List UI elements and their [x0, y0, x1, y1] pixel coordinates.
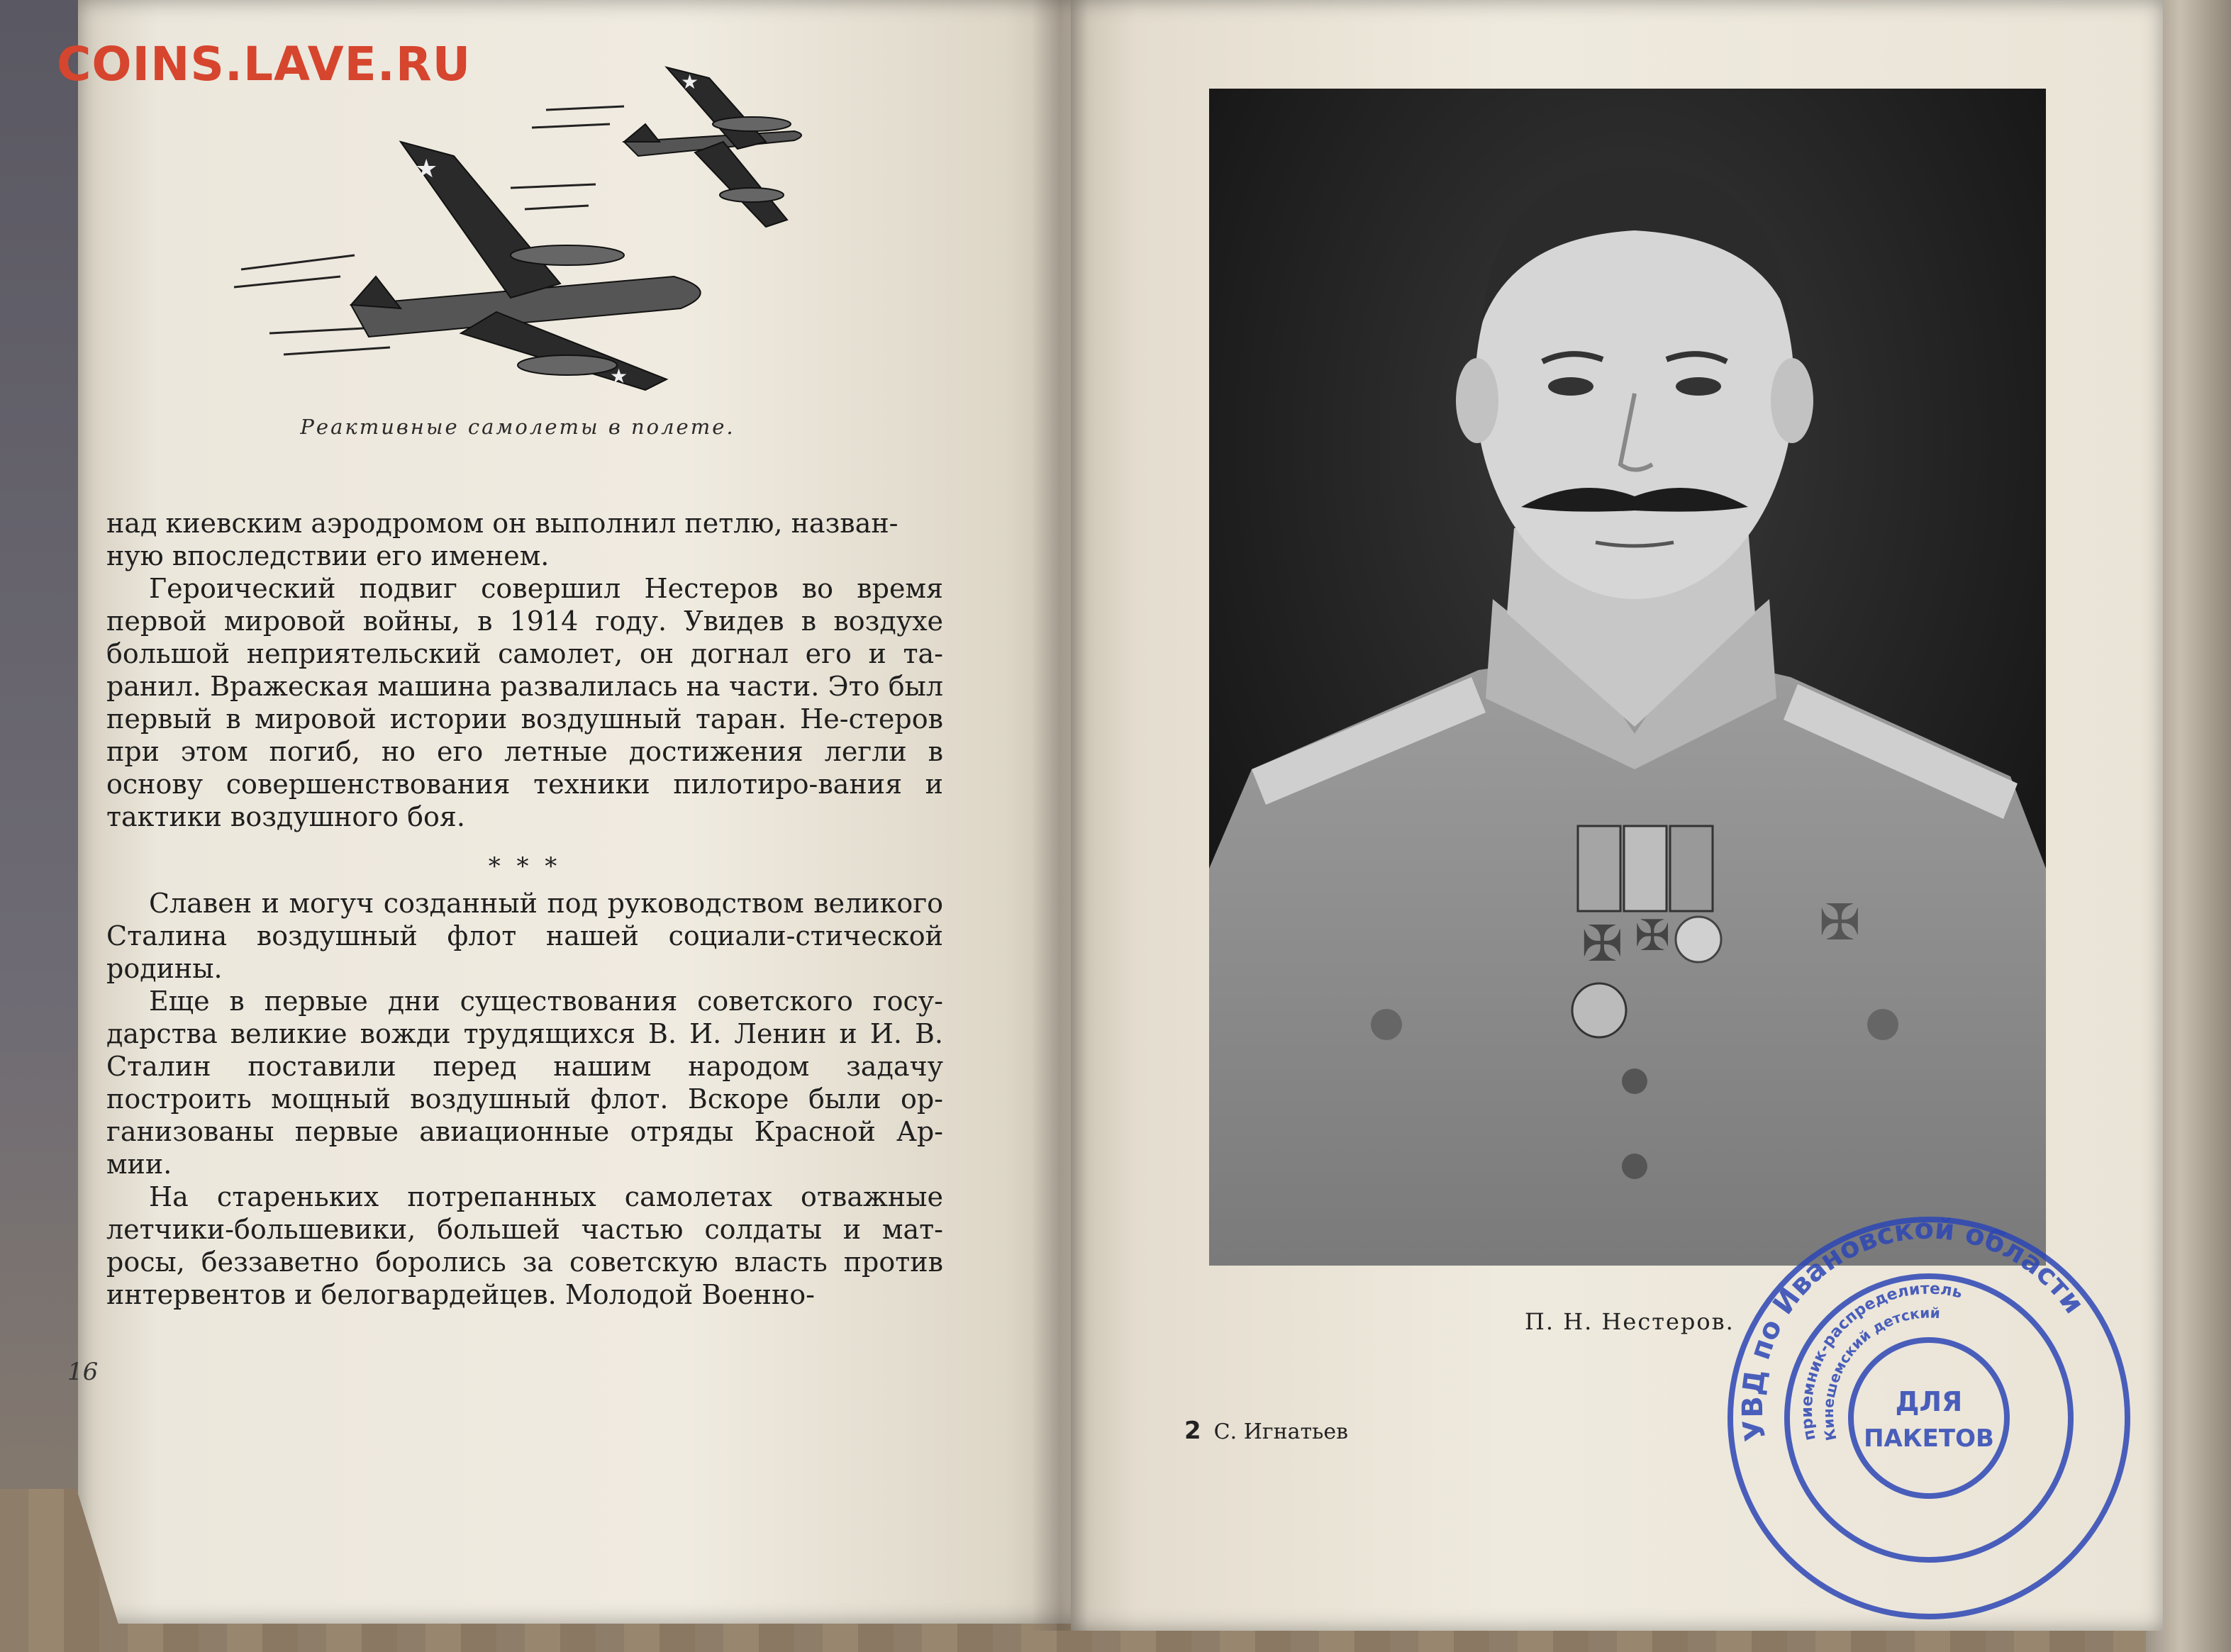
- signature-line: [1184, 1417, 1348, 1445]
- svg-text:★: ★: [415, 155, 438, 184]
- stamp-center-2: ПАКЕТОВ: [1864, 1424, 1994, 1453]
- stamp-center-1: ДЛЯ: [1895, 1386, 1963, 1417]
- portrait-photo: [1209, 89, 2046, 1266]
- illustration-caption: Реактивные самолеты в полете.: [300, 415, 735, 439]
- svg-text:✠: ✠: [1819, 893, 1861, 951]
- section-separator: * * *: [488, 852, 562, 881]
- paragraph-feat: Героический подвиг совершил Нестеров во время первой мировой войны, в 1914 году. Увидев в воздухе большой неприятельский самолет, он догнал его и та-ранил. Вражеская машина развалилась на части. Это был первый в мировой истории воздушный таран. Не-стеров при этом погиб, но его летные достижения легли в основу совершенствования техники пилотиро-вания и тактики воздушного боя.: [106, 573, 943, 832]
- text-line: над киевским аэродромом он выполнил петлю, назван-: [106, 508, 898, 539]
- page-number: 16: [67, 1358, 99, 1386]
- upper-jet: [624, 67, 801, 227]
- signature-author: С. Игнатьев: [1213, 1419, 1349, 1444]
- library-stamp: [1716, 1205, 2142, 1631]
- watermark: COINS.LAVE.RU: [57, 37, 472, 91]
- stamp-outer-text: УВД по Ивановской области: [1736, 1212, 2091, 1444]
- stamp-inner-text: приемник-распределитель: [1798, 1280, 1964, 1442]
- portrait-caption: П. Н. Нестеров.: [1525, 1308, 1735, 1335]
- svg-text:★: ★: [681, 70, 699, 94]
- paragraph-fleet: Славен и могуч созданный под руководством великого Сталина воздушный флот нашей социали-стической родины.: [106, 888, 943, 984]
- jet-planes-illustration: [227, 35, 922, 404]
- svg-text:★: ★: [610, 364, 628, 388]
- svg-text:✠: ✠: [1581, 915, 1623, 973]
- left-page-body: [106, 507, 943, 1311]
- portrait-drawing: [1209, 89, 2046, 1266]
- book-gutter: [1032, 0, 1089, 1631]
- signature-number: 2: [1184, 1417, 1201, 1445]
- paragraph-pilots: На стареньких потрепанных самолетах отважные летчики-большевики, большей частью солдаты и мат-росы, беззаветно боролись за советскую власть против интервентов и белогвардейцев. Молодой Военно-: [106, 1181, 943, 1310]
- paragraph-early-days: Еще в первые дни существования советского госу-дарства великие вожди трудящихся В. И. Ленин и И. В. Сталин поставили перед нашим народом задачу построить мощный воздушный флот. Вскоре были ор-ганизованы первые авиационные отряды Красной Ар-мии.: [106, 986, 943, 1180]
- lower-jet: [351, 142, 701, 390]
- text-line: ную впоследствии его именем.: [106, 540, 550, 571]
- svg-text:✠: ✠: [1635, 911, 1671, 961]
- stamp-inner-text-2: Кинешемский детский: [1819, 1304, 1941, 1443]
